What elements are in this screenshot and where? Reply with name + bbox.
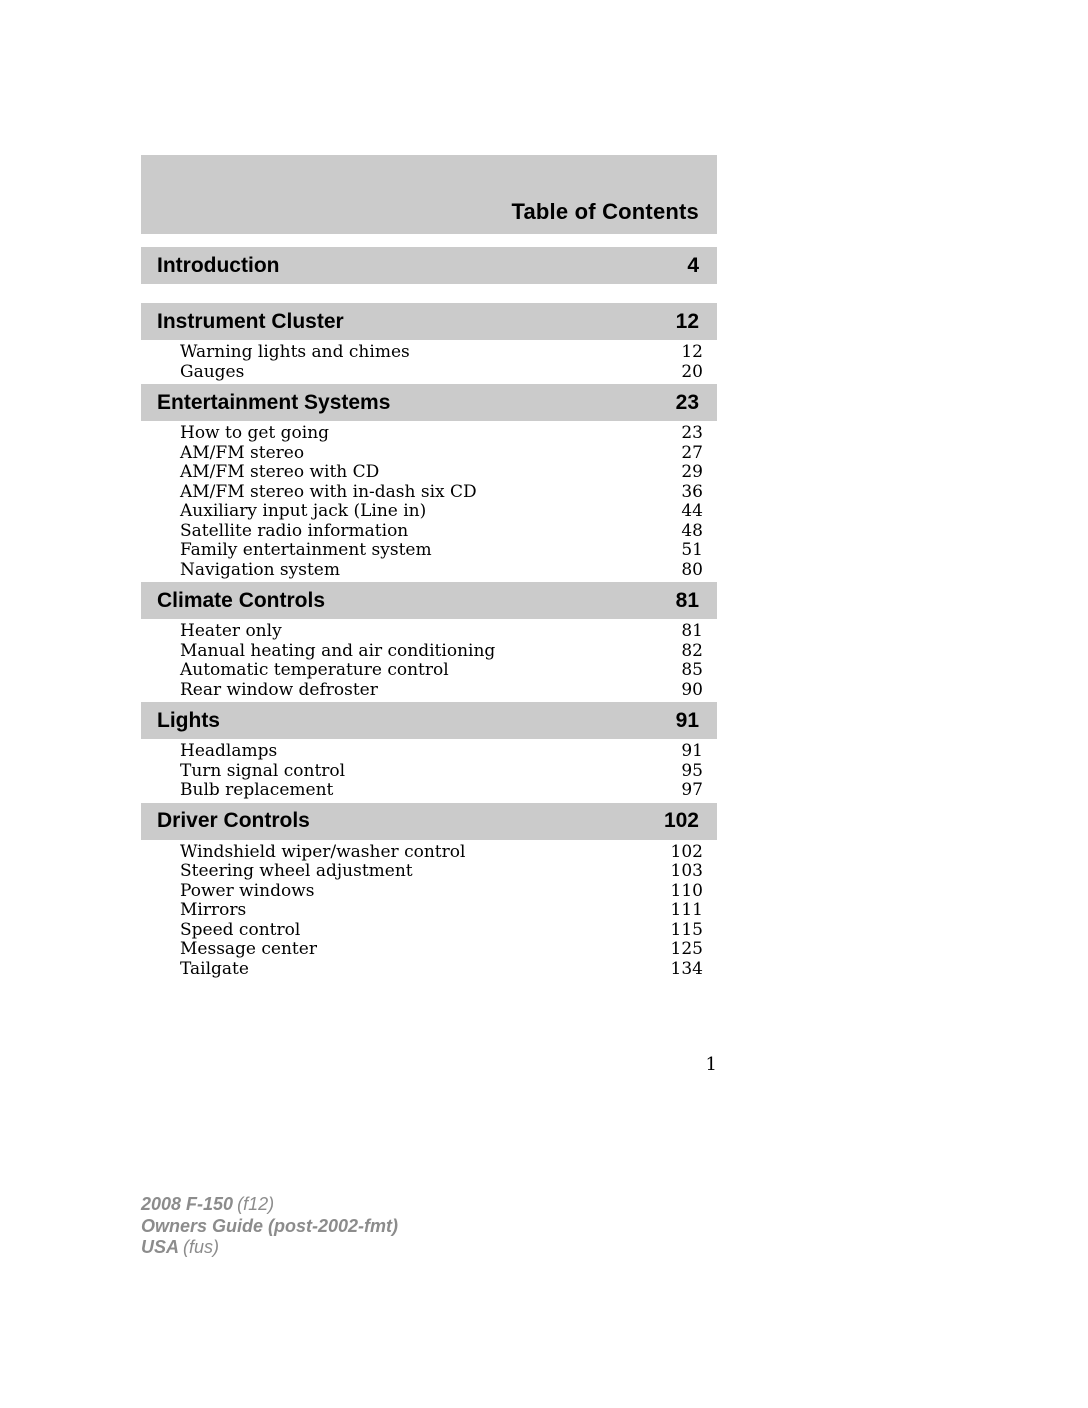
toc-item	[180, 862, 703, 882]
toc-item-page-number: 80	[681, 559, 703, 580]
toc-item-title: Automatic temperature control	[180, 660, 449, 680]
toc-section	[141, 303, 717, 384]
toc-item-title: Manual heating and air conditioning	[180, 640, 496, 661]
toc-subsection-list	[141, 340, 717, 384]
toc-section-title: Climate Controls	[157, 588, 326, 612]
toc-subsection-list	[141, 619, 717, 702]
footer-model-year-name: 2008 F-150	[141, 1194, 234, 1214]
toc-section-page-number: 12	[675, 309, 699, 333]
toc-item	[180, 522, 703, 542]
toc-item-page-number: 91	[681, 741, 703, 761]
toc-item-title: Family entertainment system	[180, 540, 432, 560]
toc-item-title: AM/FM stereo with in-dash six CD	[180, 481, 477, 502]
toc-item	[180, 343, 703, 363]
footer-guide-name: Owners Guide (post-2002-fmt)	[141, 1215, 399, 1236]
toc-section-title: Driver Controls	[157, 809, 310, 832]
toc-item	[180, 882, 703, 902]
toc-item	[180, 363, 703, 383]
toc-item	[180, 561, 703, 581]
toc-item-title: Heater only	[180, 621, 282, 641]
toc-item-page-number: 115	[670, 919, 703, 940]
toc-item	[180, 843, 703, 863]
toc-item	[180, 661, 703, 681]
toc-item-page-number: 81	[681, 621, 703, 641]
page-title: Table of Contents	[511, 199, 699, 224]
toc-section-header	[141, 303, 717, 340]
toc-section-title: Entertainment Systems	[157, 390, 391, 414]
toc-item-title: Bulb replacement	[180, 780, 334, 800]
toc-item-title: Gauges	[180, 361, 245, 382]
toc-item	[180, 642, 703, 662]
toc-item-title: Tailgate	[180, 958, 249, 979]
toc-content-column	[141, 155, 717, 1075]
toc-item-page-number: 103	[670, 861, 703, 881]
toc-item-title: Speed control	[180, 919, 301, 940]
footer-line-guide	[141, 1216, 402, 1238]
toc-subsection-list	[141, 840, 717, 982]
toc-header-box	[141, 155, 717, 234]
toc-item-title: Warning lights and chimes	[180, 342, 410, 362]
toc-item-page-number: 36	[681, 481, 703, 502]
toc-section-page-number: 91	[675, 708, 699, 732]
toc-item-title: Rear window defroster	[180, 679, 378, 700]
toc-item	[180, 541, 703, 561]
toc-item-page-number: 95	[681, 760, 703, 781]
toc-item	[180, 921, 703, 941]
toc-item-page-number: 111	[670, 900, 703, 920]
toc-item-title: Message center	[180, 939, 317, 959]
toc-item-page-number: 85	[681, 660, 703, 680]
toc-section-header	[141, 384, 717, 421]
toc-section-list	[141, 247, 717, 981]
toc-item-page-number: 29	[681, 462, 703, 482]
footer-model-code: (f12)	[237, 1194, 275, 1214]
toc-item-title: Power windows	[180, 880, 315, 901]
toc-section-page-number: 102	[663, 809, 699, 832]
toc-item-page-number: 134	[670, 958, 703, 979]
toc-item-title: Windshield wiper/washer control	[180, 841, 466, 862]
toc-item-page-number: 97	[681, 780, 703, 800]
toc-section-header	[141, 702, 717, 739]
toc-item-title: Steering wheel adjustment	[180, 861, 413, 881]
toc-subsection-list	[141, 421, 717, 582]
toc-item-page-number: 51	[681, 540, 703, 560]
toc-section-header	[141, 803, 717, 840]
footer-region-name: USA	[141, 1237, 180, 1257]
toc-item-page-number: 12	[681, 342, 703, 362]
toc-section	[141, 803, 717, 982]
toc-section	[141, 384, 717, 582]
toc-item-title: Auxiliary input jack (Line in)	[180, 501, 427, 521]
toc-item-page-number: 20	[681, 361, 703, 382]
toc-item-title: Navigation system	[180, 559, 340, 580]
toc-item	[180, 762, 703, 782]
toc-item-page-number: 110	[670, 880, 703, 901]
toc-section	[141, 702, 717, 803]
toc-item	[180, 960, 703, 980]
toc-item	[180, 781, 703, 801]
toc-item-page-number: 48	[681, 520, 703, 541]
toc-item	[180, 483, 703, 503]
toc-section-page-number: 23	[675, 390, 699, 414]
toc-item-title: Headlamps	[180, 741, 278, 761]
toc-item	[180, 901, 703, 921]
toc-item-page-number: 90	[681, 679, 703, 700]
toc-item-title: AM/FM stereo with CD	[180, 462, 380, 482]
toc-subsection-list	[141, 739, 717, 803]
toc-section-header	[141, 582, 717, 619]
toc-item-title: Satellite radio information	[180, 520, 409, 541]
toc-section-page-number: 4	[687, 253, 699, 277]
footer	[141, 1194, 402, 1259]
toc-item-page-number: 23	[681, 423, 703, 443]
toc-item	[180, 502, 703, 522]
toc-item	[180, 463, 703, 483]
footer-line-region	[141, 1237, 402, 1259]
toc-item	[180, 622, 703, 642]
footer-line-model	[141, 1194, 402, 1216]
toc-item-page-number: 44	[681, 501, 703, 521]
footer-region-code: (fus)	[183, 1237, 220, 1257]
toc-item-page-number: 27	[681, 442, 703, 463]
toc-item	[180, 444, 703, 464]
toc-item-page-number: 82	[681, 640, 703, 661]
toc-section-title: Instrument Cluster	[157, 309, 344, 333]
toc-item-page-number: 102	[670, 841, 703, 862]
toc-section	[141, 247, 717, 284]
toc-section-header	[141, 247, 717, 284]
toc-section	[141, 582, 717, 702]
toc-item	[180, 940, 703, 960]
toc-item-title: AM/FM stereo	[180, 442, 305, 463]
toc-section-page-number: 81	[675, 588, 699, 612]
toc-section-title: Lights	[157, 708, 220, 732]
toc-item-title: Turn signal control	[180, 760, 346, 781]
page-number: 1	[705, 1054, 717, 1075]
toc-item-title: How to get going	[180, 423, 330, 443]
toc-item	[180, 742, 703, 762]
toc-item-title: Mirrors	[180, 900, 247, 920]
toc-item	[180, 681, 703, 701]
toc-section-title: Introduction	[157, 253, 280, 277]
toc-item	[180, 424, 703, 444]
toc-item-page-number: 125	[670, 939, 703, 959]
